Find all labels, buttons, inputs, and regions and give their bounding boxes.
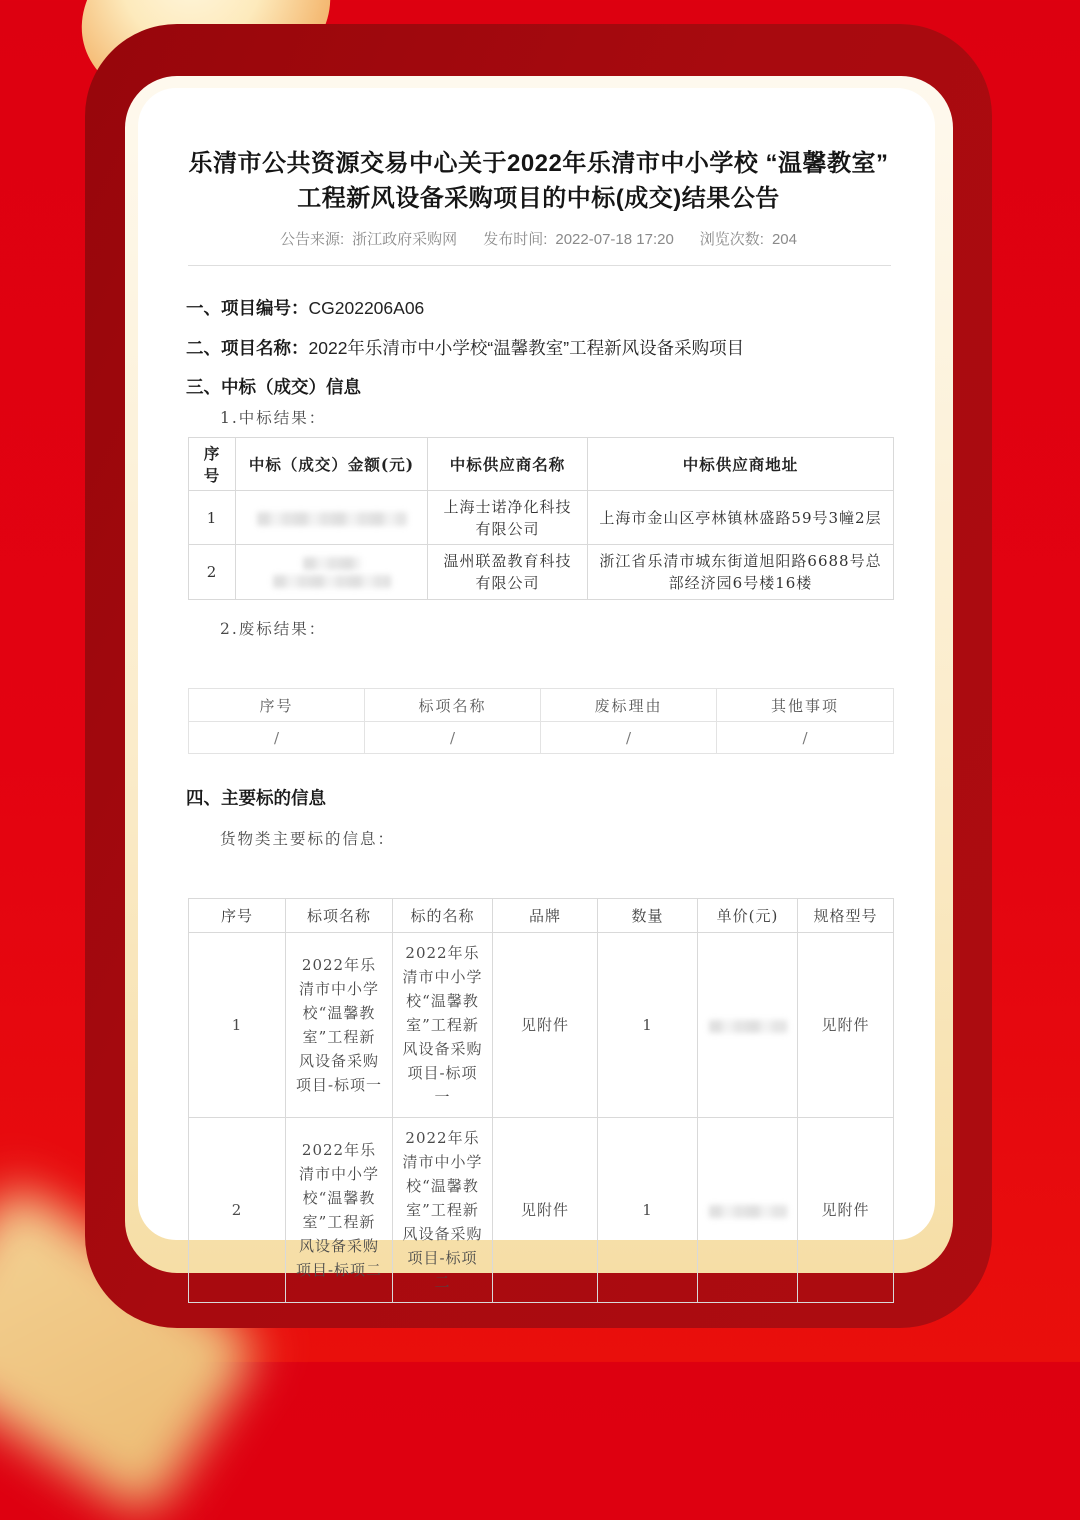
- seq-cell: 1: [189, 933, 286, 1118]
- project-name-label: 二、项目名称：: [186, 338, 309, 358]
- col-header-reason: 废标理由: [541, 689, 717, 722]
- publish-time-value: 2022-07-18 17:20: [555, 231, 674, 248]
- brand-cell: 见附件: [493, 1118, 598, 1303]
- empty-cell: /: [189, 722, 365, 754]
- goods-info-sublabel: 货物类主要标的信息：: [220, 830, 396, 848]
- col-header-seq: 序号: [189, 689, 365, 722]
- section-award-info-heading: [186, 375, 891, 399]
- qty-cell: 1: [598, 1118, 698, 1303]
- redacted-amount: [303, 557, 361, 570]
- award-info-heading: 三、中标（成交）信息: [186, 377, 361, 397]
- award-result-sublabel: 1.中标结果：: [220, 409, 327, 427]
- amount-cell: [236, 545, 428, 600]
- col-header-unit-price: 单价(元): [698, 899, 798, 933]
- table-header-row: [189, 899, 894, 933]
- main-subject-heading: 四、主要标的信息: [186, 788, 326, 808]
- goods-subject-table: [188, 898, 894, 1303]
- views-label: 浏览次数:: [699, 231, 764, 248]
- spec-cell: 见附件: [798, 1118, 894, 1303]
- title-line-1: 乐清市公共资源交易中心关于2022年乐清市中小学校 “温馨教室”: [188, 150, 889, 177]
- empty-cell: /: [717, 722, 894, 754]
- project-number-label: 一、项目编号：: [186, 298, 309, 318]
- table-header-row: [189, 689, 894, 722]
- table-row: [189, 722, 894, 754]
- spec-cell: 见附件: [798, 933, 894, 1118]
- col-header-subject-name: 标的名称: [393, 899, 493, 933]
- col-header-amount: 中标（成交）金额(元): [236, 438, 428, 491]
- seq-cell: 2: [189, 1118, 286, 1303]
- subject-name-cell: 2022年乐清市中小学校“温馨教室”工程新风设备采购项目-标项一: [393, 933, 493, 1118]
- unit-price-cell: [698, 933, 798, 1118]
- col-header-seq: 序号: [189, 899, 286, 933]
- brand-cell: 见附件: [493, 933, 598, 1118]
- qty-cell: 1: [598, 933, 698, 1118]
- table-row: [189, 933, 894, 1118]
- redacted-amount: [273, 575, 391, 588]
- col-header-lot-name: 标项名称: [286, 899, 393, 933]
- redacted-unit-price: [709, 1205, 787, 1218]
- col-header-seq: 序号: [189, 438, 236, 491]
- redacted-amount-stack: [244, 557, 419, 588]
- section-project-name: [186, 336, 891, 360]
- redacted-amount: [257, 512, 407, 526]
- table-row: [189, 491, 894, 545]
- award-result-table: [188, 437, 894, 600]
- amount-cell: [236, 491, 428, 545]
- project-name-value: 2022年乐清市中小学校“温馨教室”工程新风设备采购项目: [308, 338, 745, 358]
- unit-price-cell: [698, 1118, 798, 1303]
- supplier-cell: 温州联盈教育科技有限公司: [428, 545, 588, 600]
- lot-name-cell: 2022年乐清市中小学校“温馨教室”工程新风设备采购项目-标项二: [286, 1118, 393, 1303]
- col-header-supplier: 中标供应商名称: [428, 438, 588, 491]
- address-cell: 浙江省乐清市城东街道旭阳路6688号总部经济园6号楼16楼: [588, 545, 894, 600]
- source-value: 浙江政府采购网: [352, 231, 458, 248]
- announcement-meta: [186, 228, 891, 249]
- empty-cell: /: [365, 722, 541, 754]
- announcement-card: [138, 88, 935, 1291]
- publish-time-label: 发布时间:: [483, 231, 548, 248]
- col-header-spec: 规格型号: [798, 899, 894, 933]
- supplier-cell: 上海士诺净化科技有限公司: [428, 491, 588, 545]
- address-cell: 上海市金山区亭林镇林盛路59号3幢2层: [588, 491, 894, 545]
- failed-bid-table: [188, 688, 894, 754]
- project-number-value: CG202206A06: [308, 298, 425, 318]
- title-line-2: 工程新风设备采购项目的中标(成交)结果公告: [297, 185, 780, 212]
- col-header-qty: 数量: [598, 899, 698, 933]
- card-content: [138, 146, 935, 1303]
- section-project-number: [186, 296, 891, 320]
- col-header-brand: 品牌: [493, 899, 598, 933]
- header-divider: [188, 265, 891, 266]
- announcement-title: [186, 146, 891, 216]
- col-header-address: 中标供应商地址: [588, 438, 894, 491]
- redacted-unit-price: [709, 1020, 787, 1033]
- seq-cell: 1: [189, 491, 236, 545]
- views-value: 204: [771, 231, 797, 248]
- failed-bid-sublabel: 2.废标结果：: [220, 620, 327, 638]
- table-header-row: [189, 438, 894, 491]
- table-row: [189, 545, 894, 600]
- source-label: 公告来源:: [280, 231, 345, 248]
- table-row: [189, 1118, 894, 1303]
- subject-name-cell: 2022年乐清市中小学校“温馨教室”工程新风设备采购项目-标项二: [393, 1118, 493, 1303]
- col-header-lot-name: 标项名称: [365, 689, 541, 722]
- lot-name-cell: 2022年乐清市中小学校“温馨教室”工程新风设备采购项目-标项一: [286, 933, 393, 1118]
- cream-card-border: [125, 76, 953, 1291]
- empty-cell: /: [541, 722, 717, 754]
- col-header-other: 其他事项: [717, 689, 894, 722]
- section-main-subject-heading: [186, 786, 891, 810]
- seq-cell: 2: [189, 545, 236, 600]
